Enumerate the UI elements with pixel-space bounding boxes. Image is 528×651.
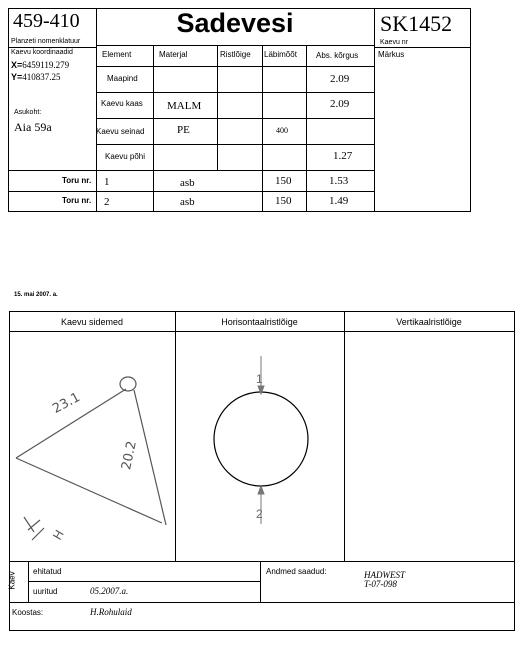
col-header-cross-section: Ristlõige bbox=[220, 50, 251, 59]
address-value: Aia 59a bbox=[14, 120, 52, 134]
x-value: 6459119.279 bbox=[22, 60, 70, 70]
row-element: Kaevu seinad bbox=[96, 127, 145, 136]
row-diameter: 400 bbox=[276, 126, 288, 135]
vertical-section-title: Vertikaalristlõige bbox=[396, 317, 462, 327]
row-material: MALM bbox=[167, 100, 202, 112]
address-label: Asukoht: bbox=[14, 109, 42, 116]
author-label: Koostas: bbox=[12, 608, 44, 617]
pipe-diameter: 150 bbox=[275, 175, 292, 187]
measured-label: uuritud bbox=[33, 587, 58, 596]
data-from-line2: T-07-098 bbox=[364, 579, 397, 589]
built-label: ehitatud bbox=[33, 567, 62, 576]
sheet-number: 459-410 bbox=[13, 10, 80, 32]
kaev-label: Kaev bbox=[7, 571, 17, 590]
well-id: SK1452 bbox=[380, 11, 453, 36]
horizontal-section-title: Horisontaalristlõige bbox=[221, 317, 298, 327]
sheet-label: Planzeti nomenklatuur bbox=[11, 38, 81, 45]
row-element: Kaevu kaas bbox=[101, 99, 143, 108]
row-element: Kaevu põhi bbox=[105, 152, 146, 161]
col-header-notes: Märkus bbox=[378, 50, 405, 59]
pipe-label: Toru nr. bbox=[62, 196, 92, 205]
page-title: Sadevesi bbox=[176, 8, 294, 38]
well-id-label: Kaevu nr bbox=[380, 39, 409, 46]
row-material: PE bbox=[177, 124, 190, 136]
sketch-column-title: Kaevu sidemed bbox=[60, 317, 124, 327]
kaev-cell bbox=[9, 561, 28, 602]
row-element: Maapind bbox=[107, 74, 138, 83]
pipe-abs-height: 1.49 bbox=[329, 195, 349, 207]
col-header-diameter: Läbimõõt bbox=[264, 50, 297, 59]
pipe-1-marker: 1 bbox=[256, 372, 263, 386]
pipe-material: asb bbox=[180, 196, 195, 208]
data-from-line1: HADWEST bbox=[364, 570, 405, 580]
row-abs-height: 2.09 bbox=[330, 73, 350, 85]
y-label: Y= bbox=[11, 72, 23, 82]
pipe-diameter: 150 bbox=[275, 195, 292, 207]
horizontal-section-drawing bbox=[176, 332, 344, 561]
sketch-corner-label: H bbox=[50, 527, 67, 543]
y-value: 410837.25 bbox=[22, 72, 61, 82]
col-header-element: Element bbox=[102, 50, 132, 59]
coords-label: Kaevu koordinaadid bbox=[11, 49, 73, 56]
col-header-material: Materjal bbox=[159, 50, 188, 59]
pipe-number: 2 bbox=[104, 196, 110, 208]
pipe-number: 1 bbox=[104, 176, 110, 188]
sketch-side-a-label: 23.1 bbox=[50, 390, 83, 417]
sketch-side-b-label: 20.2 bbox=[119, 439, 140, 472]
row-abs-height: 2.09 bbox=[330, 98, 350, 110]
date-note: 15. mai 2007. a. bbox=[14, 292, 58, 298]
data-from-label: Andmed saadud: bbox=[266, 567, 327, 576]
pipe-material: asb bbox=[180, 177, 195, 189]
pipe-abs-height: 1.53 bbox=[329, 175, 349, 187]
author-value: H.Rohulaid bbox=[90, 607, 132, 617]
pipe-label: Toru nr. bbox=[62, 176, 92, 185]
row-abs-height: 1.27 bbox=[333, 150, 353, 162]
pipe-2-marker: 2 bbox=[256, 507, 263, 521]
well-ties-sketch bbox=[10, 332, 175, 561]
measured-value: 05.2007.a. bbox=[90, 586, 129, 596]
x-label: X= bbox=[11, 60, 23, 70]
col-header-abs-height: Abs. kõrgus bbox=[316, 51, 359, 60]
